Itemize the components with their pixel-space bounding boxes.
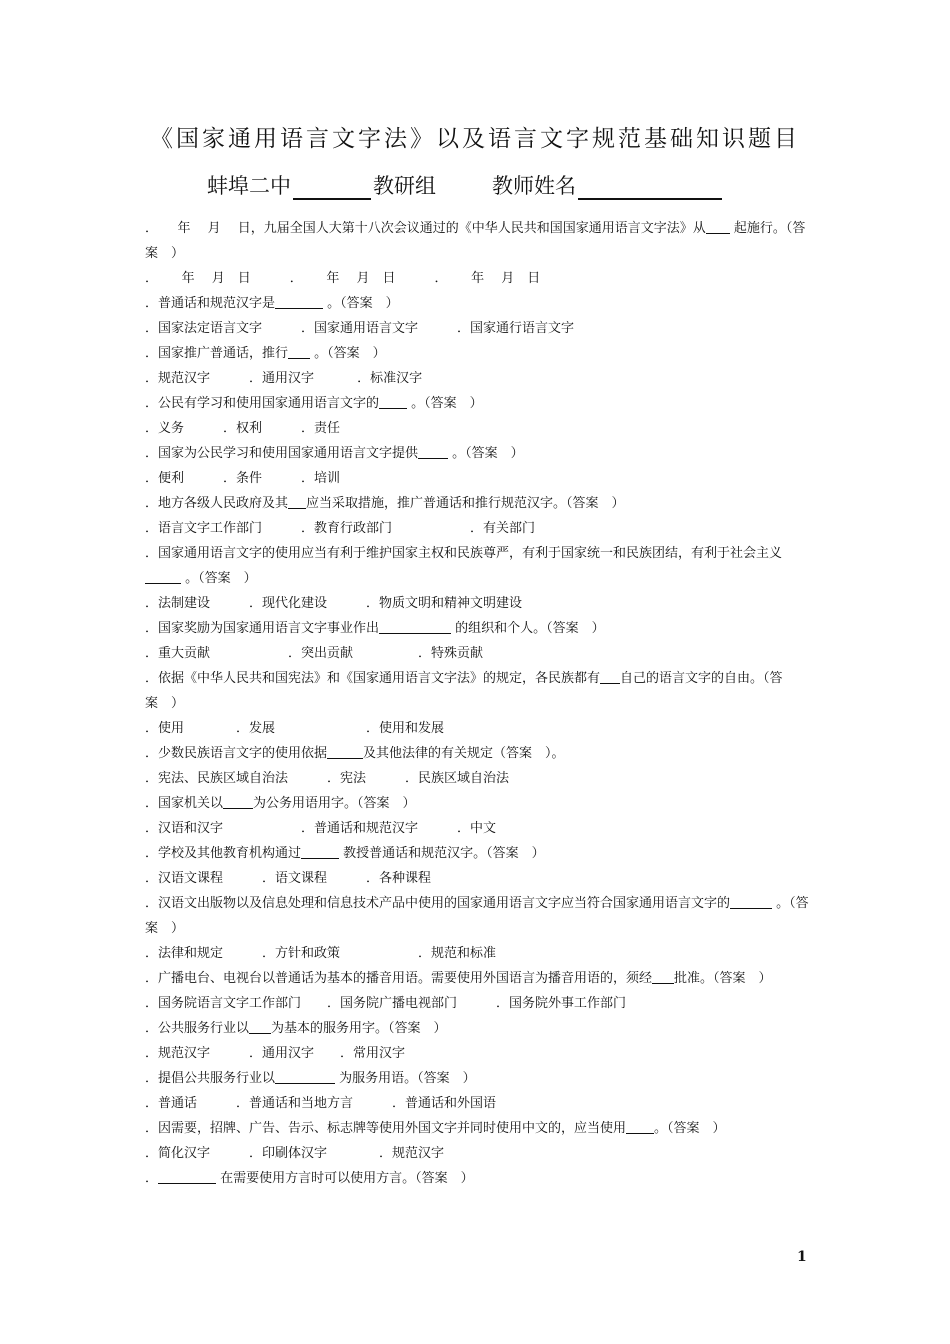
- options-8: ．重大贡献 ．突出贡献 ．特殊贡献: [145, 646, 484, 661]
- options-2: ．国家法定语言文字 ．国家通用语言文字 ．国家通行语言文字: [145, 321, 575, 336]
- question-17: ．因需要，招牌、广告、告示、标志牌等使用外国文字并同时使用中文的，应当使用 。（答案 ）: [145, 1121, 726, 1136]
- options-9: ．使用 ．发展 ．使用和发展: [145, 721, 445, 736]
- options-7: ．法制建设 ．现代化建设 ．物质文明和精神文明建设: [145, 596, 523, 611]
- question-8: ．国家奖励为国家通用语言文字事业作出 的组织和个人。（答案 ）: [145, 621, 605, 636]
- options-4: ．义务 ．权利 ．责任: [145, 421, 341, 436]
- options-3: ．规范汉字 ．通用汉字 ．标准汉字: [145, 371, 423, 386]
- options-6: ．语言文字工作部门 ．教育行政部门 ．有关部门: [145, 521, 536, 536]
- question-18: ． 在需要使用方言时可以使用方言。（答案 ）: [145, 1171, 474, 1186]
- options-16: ．普通话 ．普通话和当地方言 ．普通话和外国语: [145, 1096, 497, 1111]
- question-5: ．国家为公民学习和使用国家通用语言文字提供 。（答案 ）: [145, 446, 524, 461]
- options-10: ．宪法、民族区域自治法 ．宪法 ．民族区域自治法: [145, 771, 510, 786]
- options-17: ．简化汉字 ．印刷体汉字 ．规范汉字: [145, 1146, 445, 1161]
- question-9: ．依据《中华人民共和国宪法》和《国家通用语言文字法》的规定，各民族都有 自己的语言文字的自由。（答案 ）: [145, 671, 783, 711]
- question-3: ．国家推广普通话，推行 。（答案 ）: [145, 346, 386, 361]
- options-12: ．汉语文课程 ．语文课程 ．各种课程: [145, 871, 432, 886]
- options-1: ． 年 月 日 ． 年 月 日 ． 年 月 日: [145, 271, 541, 286]
- question-list: [145, 216, 813, 1191]
- question-4: ．公民有学习和使用国家通用语言文字的 。（答案 ）: [145, 396, 483, 411]
- teacher-label: 教师姓名: [492, 174, 576, 198]
- page-title: 《国家通用语言文字法》以及语言文字规范基础知识题目: [150, 126, 800, 152]
- question-12: ．学校及其他教育机构通过 教授普通话和规范汉字。（答案 ）: [145, 846, 545, 861]
- group-blank[interactable]: [293, 178, 371, 200]
- options-11: ．汉语和汉字 ．普通话和规范汉字 ．中文: [145, 821, 497, 836]
- question-10: ．少数民族语言文字的使用依据 及其他法律的有关规定（答案 ）。: [145, 746, 565, 761]
- question-14: ．广播电台、电视台以普通话为基本的播音用语。需要使用外国语言为播音用语的，须经 批准。（答案 ）: [145, 971, 772, 986]
- page-number: 1: [797, 1249, 807, 1265]
- question-15: ．公共服务行业以 为基本的服务用字。（答案 ）: [145, 1021, 447, 1036]
- options-5: ．便利 ．条件 ．培训: [145, 471, 341, 486]
- teacher-name-blank[interactable]: [578, 178, 722, 200]
- question-6: ．地方各级人民政府及其 应当采取措施，推广普通话和推行规范汉字。（答案 ）: [145, 496, 625, 511]
- header-line: [207, 170, 722, 200]
- question-2: ．普通话和规范汉字是 。（答案 ）: [145, 296, 399, 311]
- question-13: ．汉语文出版物以及信息处理和信息技术产品中使用的国家通用语言文字应当符合国家通用语言文字的 。（答案 ）: [145, 896, 809, 936]
- options-13: ．法律和规定 ．方针和政策 ．规范和标准: [145, 946, 497, 961]
- group-label: 教研组: [373, 174, 436, 198]
- question-11: ．国家机关以 为公务用语用字。（答案 ）: [145, 796, 416, 811]
- question-7: ．国家通用语言文字的使用应当有利于维护国家主权和民族尊严，有利于国家统一和民族团结，有利于社会主义 。（答案 ）: [145, 546, 783, 586]
- options-14: ．国务院语言文字工作部门 ．国务院广播电视部门 ．国务院外事工作部门: [145, 996, 627, 1011]
- school-name: 蚌埠二中: [207, 174, 291, 198]
- options-15: ．规范汉字 ．通用汉字 ．常用汉字: [145, 1046, 406, 1061]
- question-16: ．提倡公共服务行业以 为服务用语。（答案 ）: [145, 1071, 476, 1086]
- question-1: ． 年 月 日，九届全国人大第十八次会议通过的《中华人民共和国国家通用语言文字法》从 起施行。（答案 ）: [145, 221, 806, 261]
